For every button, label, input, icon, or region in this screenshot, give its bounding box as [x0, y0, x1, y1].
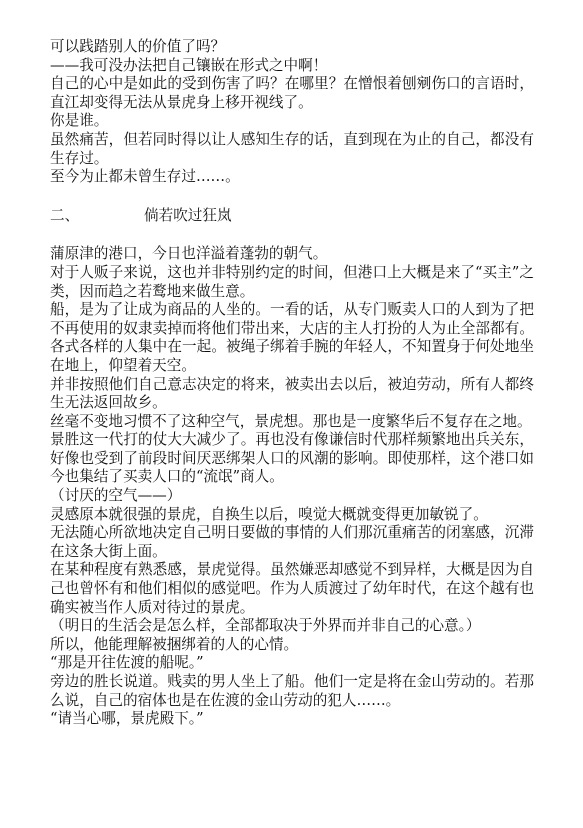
chapter-heading	[50, 207, 534, 226]
body-paragraph: 对于人贩子来说，这也并非特别约定的时间，但港口上大概是来了“买主”之类，因而趋之若鹜地来做生意。	[50, 263, 534, 300]
spacer	[50, 187, 534, 207]
body-paragraph: 丝毫不变地习惯不了这种空气，景虎想。那也是一度繁华后不复存在之地。	[50, 412, 532, 430]
body-paragraph: 景胜这一代打的仗大大减少了。再也没有像谦信时代那样频繁地出兵关东，好像也受到了前段时间厌恶绑架人口的风潮的影响。即使那样，这个港口如今也集结了买卖人口的“流氓”商人。	[50, 431, 534, 486]
body-paragraph: 船，是为了让成为商品的人坐的。一看的话，从专门贩卖人口的人到为了把不再使用的奴隶卖掉而将他们带出来，大店的主人打扮的人为止全部都有。各式各样的人集中在一起。被绳子绑着手腕的年轻人，不知置身于何处地坐在地上，仰望着天空。	[50, 301, 534, 374]
document-page	[50, 38, 534, 729]
body-paragraph: （讨厌的空气——）	[50, 487, 182, 505]
body-paragraph: 灵感原本就很强的景虎，自换生以后，嗅觉大概就变得更加敏锐了。	[50, 505, 488, 523]
body-paragraph: 在某种程度有熟悉感，景虎觉得。虽然嫌恶却感觉不到异样，大概是因为自己也曾怀有和他们相似的感觉吧。作为人质渡过了幼年时代，在这个越有也确实被当作人质对待过的景虎。	[50, 561, 534, 616]
body-paragraph: 无法随心所欲地决定自己明日要做的事情的人们那沉重痛苦的闭塞感，沉滞在这条大街上面。	[50, 524, 534, 560]
body-paragraph: （明日的生活会是怎么样，全部都取决于外界而并非自己的心意。）	[50, 617, 481, 635]
intro-paragraph: 至今为止都未曾生存过……。	[50, 168, 240, 186]
chapter-title: 倘若吹过狂岚	[144, 206, 232, 224]
body-paragraph: “那是开往佐渡的船呢。”	[50, 654, 204, 672]
body-paragraph: 并非按照他们自己意志决定的将来，被卖出去以后，被迫劳动，所有人都终生无法返回故乡。	[50, 375, 534, 412]
intro-paragraph: 虽然痛苦，但若同时得以让人感知生存的话，直到现在为止的自己，都没有生存过。	[50, 130, 534, 167]
body-paragraph: 所以，他能理解被捆绑着的人的心情。	[50, 635, 299, 653]
intro-paragraph: ——我可没办法把自己镶嵌在形式之中啊！	[50, 56, 328, 74]
intro-paragraph: 自己的心中是如此的受到伤害了吗？在哪里？在憎恨着刨剜伤口的言语时，直江却变得无法从景虎身上移开视线了。	[50, 75, 534, 111]
body-paragraph: 旁边的胜长说道。贱卖的男人坐上了船。他们一定是将在金山劳动的。若那么说，自己的宿体也是在佐渡的金山劳动的犯人……。	[50, 673, 534, 709]
body-paragraph: 蒲原津的港口，今日也洋溢着蓬勃的朝气。	[50, 245, 328, 263]
chapter-number: 二、	[50, 206, 80, 224]
spacer	[50, 225, 534, 245]
body-paragraph: “请当心哪，景虎殿下。”	[50, 710, 204, 728]
intro-paragraph: 你是谁。	[50, 112, 109, 130]
intro-paragraph: 可以践踏别人的价值了吗？	[50, 38, 226, 55]
